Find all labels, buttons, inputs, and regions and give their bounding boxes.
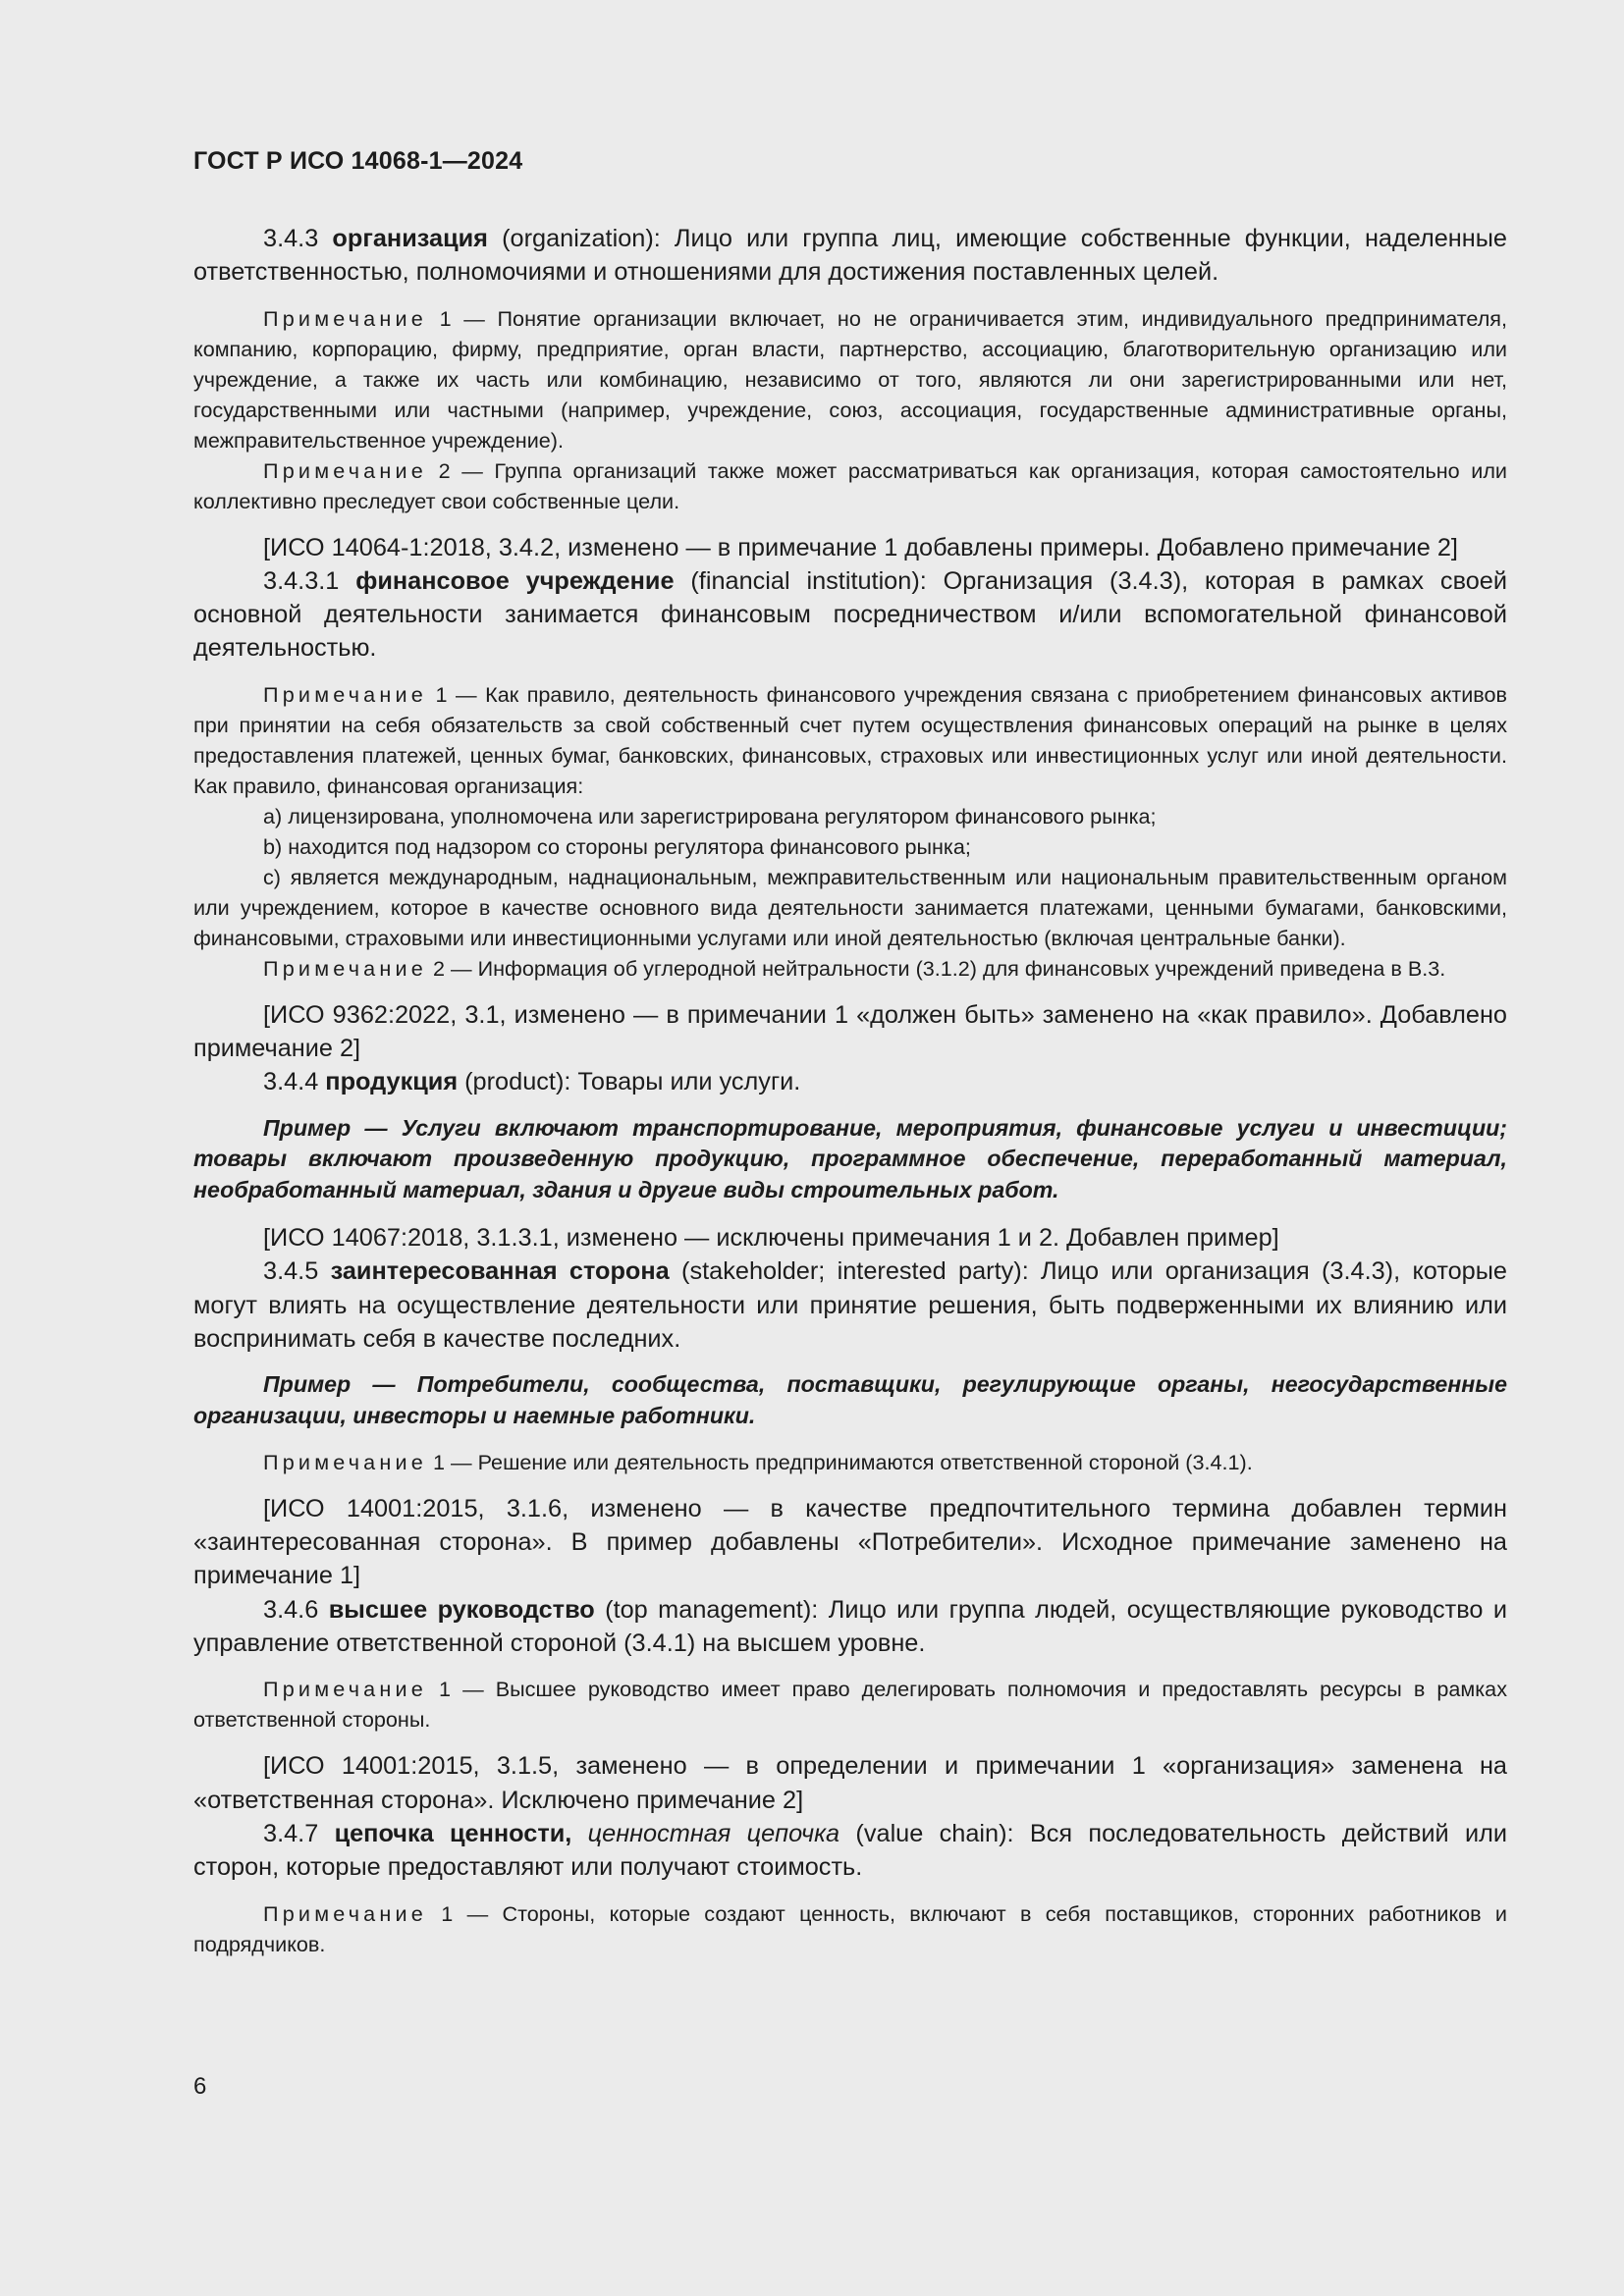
note-label: Примечание: [263, 1677, 427, 1702]
term-3-4-3-1: [193, 564, 1507, 666]
source-reference: [ИСО 14001:2015, 3.1.6, изменено — в качестве предпочтительного термина добавлен термин «заинтересованная сторона». В пример добавлены «Потребители». Исходное примечание заменено на примечание 1]: [193, 1494, 1507, 1590]
term-definition: (product): Товары или услуги.: [458, 1068, 801, 1096]
note-2: [193, 953, 1507, 984]
term-3-4-3: [193, 222, 1507, 290]
note-1: [193, 1674, 1507, 1735]
term-number: 3.4.5: [263, 1257, 331, 1286]
note-label: Примечание: [263, 457, 427, 483]
term-title: продукция: [325, 1068, 459, 1096]
term-number: 3.4.6: [263, 1595, 329, 1624]
note-label: Примечание: [263, 1449, 427, 1474]
document-header: ГОСТ Р ИСО 14068-1—2024: [193, 147, 523, 175]
term-definition: (top management): Лицо или группа людей, осуществляющие руководство и управление ответственной стороной (3.4.1) на высшем уровне.: [193, 1595, 1507, 1658]
source-reference: [ИСО 14067:2018, 3.1.3.1, изменено — исключены примечания 1 и 2. Добавлен пример]: [263, 1224, 1279, 1253]
note-text: 2 — Информация об углеродной нейтральности (3.1.2) для финансовых учреждений приведена в B.3.: [427, 955, 1446, 981]
example: Пример — Потребители, сообщества, поставщики, регулирующие органы, негосударственные организации, инвесторы и наемные работники.: [193, 1371, 1507, 1429]
note-label: Примечание: [263, 955, 427, 981]
source-reference: [ИСО 14001:2015, 3.1.5, заменено — в определении и примечании 1 «организация» заменена на «ответственная сторона». Исключено примечание 2]: [193, 1752, 1507, 1814]
term-definition: (value chain): Вся последовательность действий или сторон, которые предоставляют или получают стоимость.: [193, 1819, 1507, 1882]
term-synonym: ценностная цепочка: [587, 1819, 840, 1847]
note-text: 1 — Высшее руководство имеет право делегировать полномочия и предоставлять ресурсы в рамках ответственной стороны.: [193, 1677, 1507, 1733]
term-title: организация: [332, 225, 488, 252]
note-label: Примечание: [263, 681, 427, 707]
source-reference: [ИСО 9362:2022, 3.1, изменено — в примечании 1 «должен быть» заменено на «как правило». Добавлено примечание 2]: [193, 1000, 1507, 1063]
note-1: [193, 1447, 1507, 1477]
term-3-4-4: [193, 1065, 1507, 1098]
note-2: [193, 455, 1507, 516]
term-title: высшее руководство: [328, 1595, 595, 1624]
term-title: заинтересованная сторона: [330, 1257, 670, 1286]
term-title: цепочка ценности,: [334, 1819, 572, 1847]
term-3-4-7: [193, 1817, 1507, 1885]
document-page: [193, 0, 1507, 2296]
term-definition: (organization): Лицо или группа лиц, имеющие собственные функции, наделенные ответственностью, полномочиями и отношениями для достижения поставленных целей.: [193, 225, 1507, 287]
list-item: b) находится под надзором со стороны регулятора финансового рынка;: [263, 833, 971, 859]
note-1: [193, 303, 1507, 455]
list-item: a) лицензирована, уполномочена или зарегистрирована регулятором финансового рынка;: [263, 803, 1157, 828]
note-label: Примечание: [263, 305, 427, 331]
term-definition: (stakeholder; interested party): Лицо или организация (3.4.3), которые могут влиять на осуществление деятельности или принятие решения, быть подверженными их влиянию или воспринимать себя в качестве последних.: [193, 1257, 1508, 1353]
document-body: [193, 222, 1507, 1959]
page-number: 6: [193, 2073, 207, 2100]
note-text: 1 — Как правило, деятельность финансового учреждения связана с приобретением финансовых активов при принятии на себя обязательств за свой собственный счет путем осуществления финансовых операций на рынке в целях предоставления платежей, ценных бумаг, банковских, финансовых, страховых или инвестиционных услуг или иной деятельности. Как правило, финансовая организация:: [193, 681, 1507, 798]
source-reference: [ИСО 14064-1:2018, 3.4.2, изменено — в примечание 1 добавлены примеры. Добавлено примечание 2]: [263, 533, 1458, 561]
note-label: Примечание: [263, 1900, 427, 1926]
term-3-4-5: [193, 1255, 1507, 1356]
term-3-4-6: [193, 1593, 1507, 1661]
term-definition: (financial institution): Организация (3.4.3), которая в рамках своей основной деятельности занимается финансовым посредничеством и/или вспомогательной финансовой деятельностью.: [193, 566, 1507, 663]
note-text: 1 — Решение или деятельность предпринимаются ответственной стороной (3.4.1).: [427, 1449, 1253, 1474]
term-title: финансовое учреждение: [355, 566, 675, 595]
term-number: 3.4.7: [263, 1819, 335, 1847]
example: Пример — Услуги включают транспортирование, мероприятия, финансовые услуги и инвестиции; товары включают произведенную продукцию, программное обеспечение, переработанный материал, необработанный материал, здания и другие виды строительных работ.: [193, 1114, 1507, 1203]
term-number: 3.4.3: [263, 225, 333, 252]
list-item: c) является международным, наднациональным, межправительственным или национальным правительственным органом или учреждением, которое в качестве основного вида деятельности занимается платежами, ценными бумагами, банковскими, финансовыми, страховыми или инвестиционными услугами или иной деятельностью (включая центральные банки).: [193, 864, 1507, 950]
note-1: [193, 1898, 1507, 1959]
term-number: 3.4.3.1: [263, 566, 356, 595]
note-1: [193, 679, 1507, 801]
term-number: 3.4.4: [263, 1068, 326, 1096]
note-text: 2 — Группа организаций также может рассматриваться как организация, которая самостоятельно или коллективно преследует свои собственные цели.: [193, 457, 1507, 513]
note-text: 1 — Стороны, которые создают ценность, включают в себя поставщиков, сторонних работников и подрядчиков.: [193, 1900, 1507, 1956]
note-text: 1 — Понятие организации включает, но не ограничивается этим, индивидуального предпринимателя, компанию, корпорацию, фирму, предприятие, орган власти, партнерство, ассоциацию, благотворительную организацию или учреждение, а также их часть или комбинацию, независимо от того, являются ли они зарегистрированными или нет, государственными или частными (например, учреждение, союз, ассоциация, государственные административные органы, межправительственное учреждение).: [193, 305, 1507, 453]
